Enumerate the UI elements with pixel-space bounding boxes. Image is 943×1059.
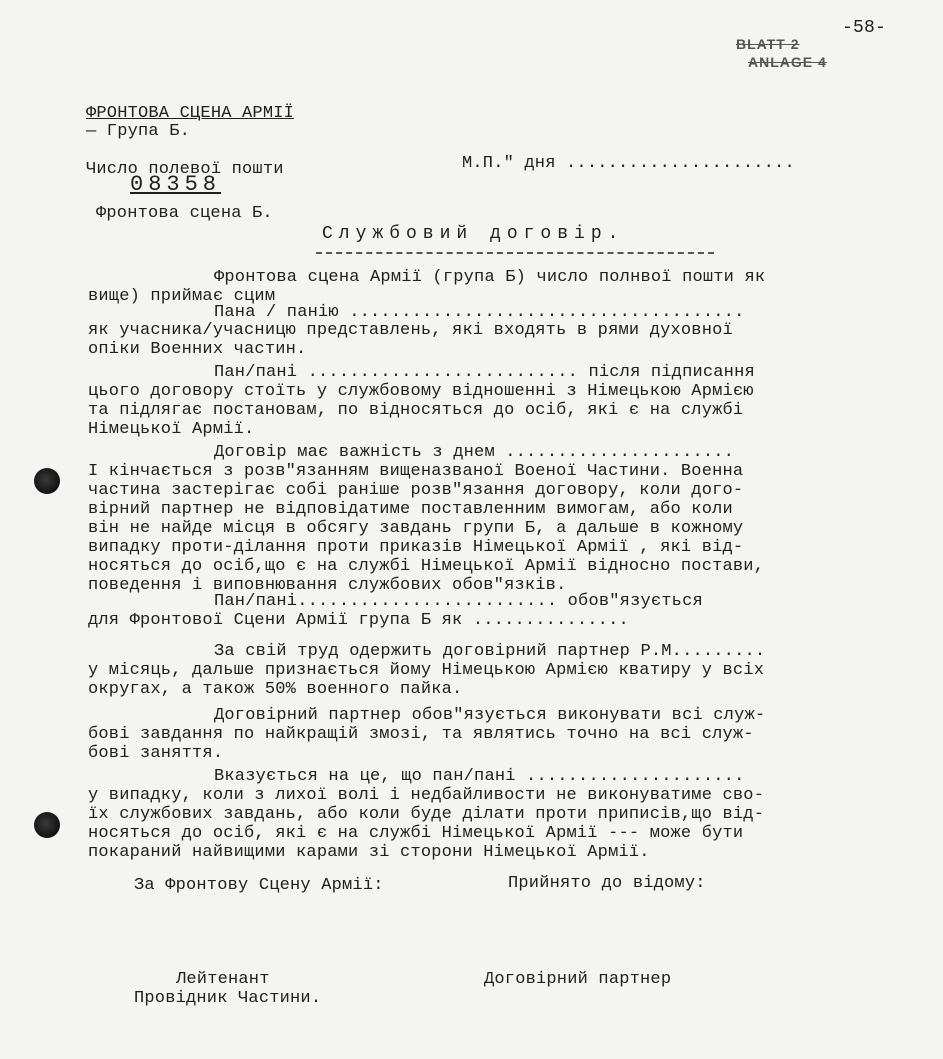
p5-line2: у місяць, дальше признається йому Німецькою Армією кватиру у всіх [88, 661, 765, 680]
signature-right-heading: Прийнято до відому: [508, 874, 706, 893]
p4-line2: для Фронтової Сцени Армії група Б як ............... [88, 611, 629, 630]
signature-left-title: Лейтенант [176, 970, 270, 989]
p3-line5: він не найде місця в обсягу завдань групи Б, а дальше в кожному [88, 519, 744, 538]
signature-right-role: Договірний партнер [484, 970, 672, 989]
p7-line5: покараний найвищими карами зі сторони Німецької Армії. [88, 843, 650, 862]
field-post-label: Число полевої пошти [86, 160, 284, 179]
p2-line4: Німецької Армії. [88, 420, 255, 439]
p7-line1: Вказується на це, що пан/пані ..................... [214, 767, 745, 786]
punch-hole-bottom [34, 812, 60, 838]
p1-line5: опіки Военних частин. [88, 340, 307, 359]
p3-line8: поведення і виповнювання службових обов"язків. [88, 576, 567, 595]
punch-hole-top [34, 468, 60, 494]
archive-stamp-line2: ANLAGE 4 [748, 54, 827, 70]
p5-line1: За свій труд одержить договірний партнер Р.М......... [214, 642, 766, 661]
p6-line3: бові заняття. [88, 744, 224, 763]
p3-line3: частина застерігає собі раніше розв"язання договору, коли дого- [88, 481, 744, 500]
p5-line3: округах, а також 50% военного пайка. [88, 680, 463, 699]
p2-line1: Пан/пані .......................... після підписання [214, 363, 755, 382]
p6-line1: Договірний партнер обов"язується виконувати всі служ- [214, 706, 766, 725]
p1-line1: Фронтова сцена Армії (група Б) число полнвої пошти як [214, 268, 766, 287]
p3-line7: носяться до осіб,що є на службі Німецької Армії відносно постави, [88, 557, 765, 576]
p3-line4: вірний партнер не відповідатиме поставленним вимогам, або коли [88, 500, 733, 519]
p7-line4: носяться до осіб, які є на службі Німецької Армії --- може бути [88, 824, 744, 843]
archive-stamp-line1: BLATT 2 [736, 36, 800, 52]
p7-line2: у випадку, коли з лихої волі і недбайливости не виконуватиме сво- [88, 786, 765, 805]
signature-left-role: Провідник Частини. [134, 989, 322, 1008]
sub-unit-name: Фронтова сцена Б. [96, 204, 273, 223]
unit-group: — Група Б. [86, 122, 191, 141]
p2-line2: цього договору стоїть у службовому відношенні з Німецькою Армією [88, 382, 754, 401]
p7-line3: їх службових завдань, або коли буде ділати проти приписів,що від- [88, 805, 765, 824]
field-post-number: 08358 [130, 172, 222, 197]
document-title: Службовий договір. [322, 224, 625, 244]
p1-line4: як учасника/учасницю представлень, які входять в рями духовної [88, 321, 733, 340]
title-underline [316, 252, 714, 254]
signature-left-heading: За Фронтову Сцену Армії: [134, 876, 384, 895]
page-number: -58- [842, 18, 887, 38]
p6-line2: бові завдання по найкращій змозі, та являтись точно на всі служ- [88, 725, 754, 744]
p4-line1: Пан/пані......................... обов"язується [214, 592, 703, 611]
p1-line2: вище) приймає сцим [88, 287, 276, 306]
p3-line6: випадку проти-ділання проти приказів Німецької Армії , які від- [88, 538, 744, 557]
p3-line1: Договір має важність з днем ...................... [214, 443, 735, 462]
unit-name: ФРОНТОВА СЦЕНА АРМІЇ [86, 104, 295, 123]
p3-line2: І кінчається з розв"язанням вищеназваної Военої Частини. Военна [88, 462, 744, 481]
p2-line3: та підлягає постановам, по відносяться до осіб, які є на службі [88, 401, 744, 420]
p1-line3: Пана / панію ...................................... [214, 303, 745, 322]
place-date-line: М.П." дня ...................... [462, 154, 795, 173]
